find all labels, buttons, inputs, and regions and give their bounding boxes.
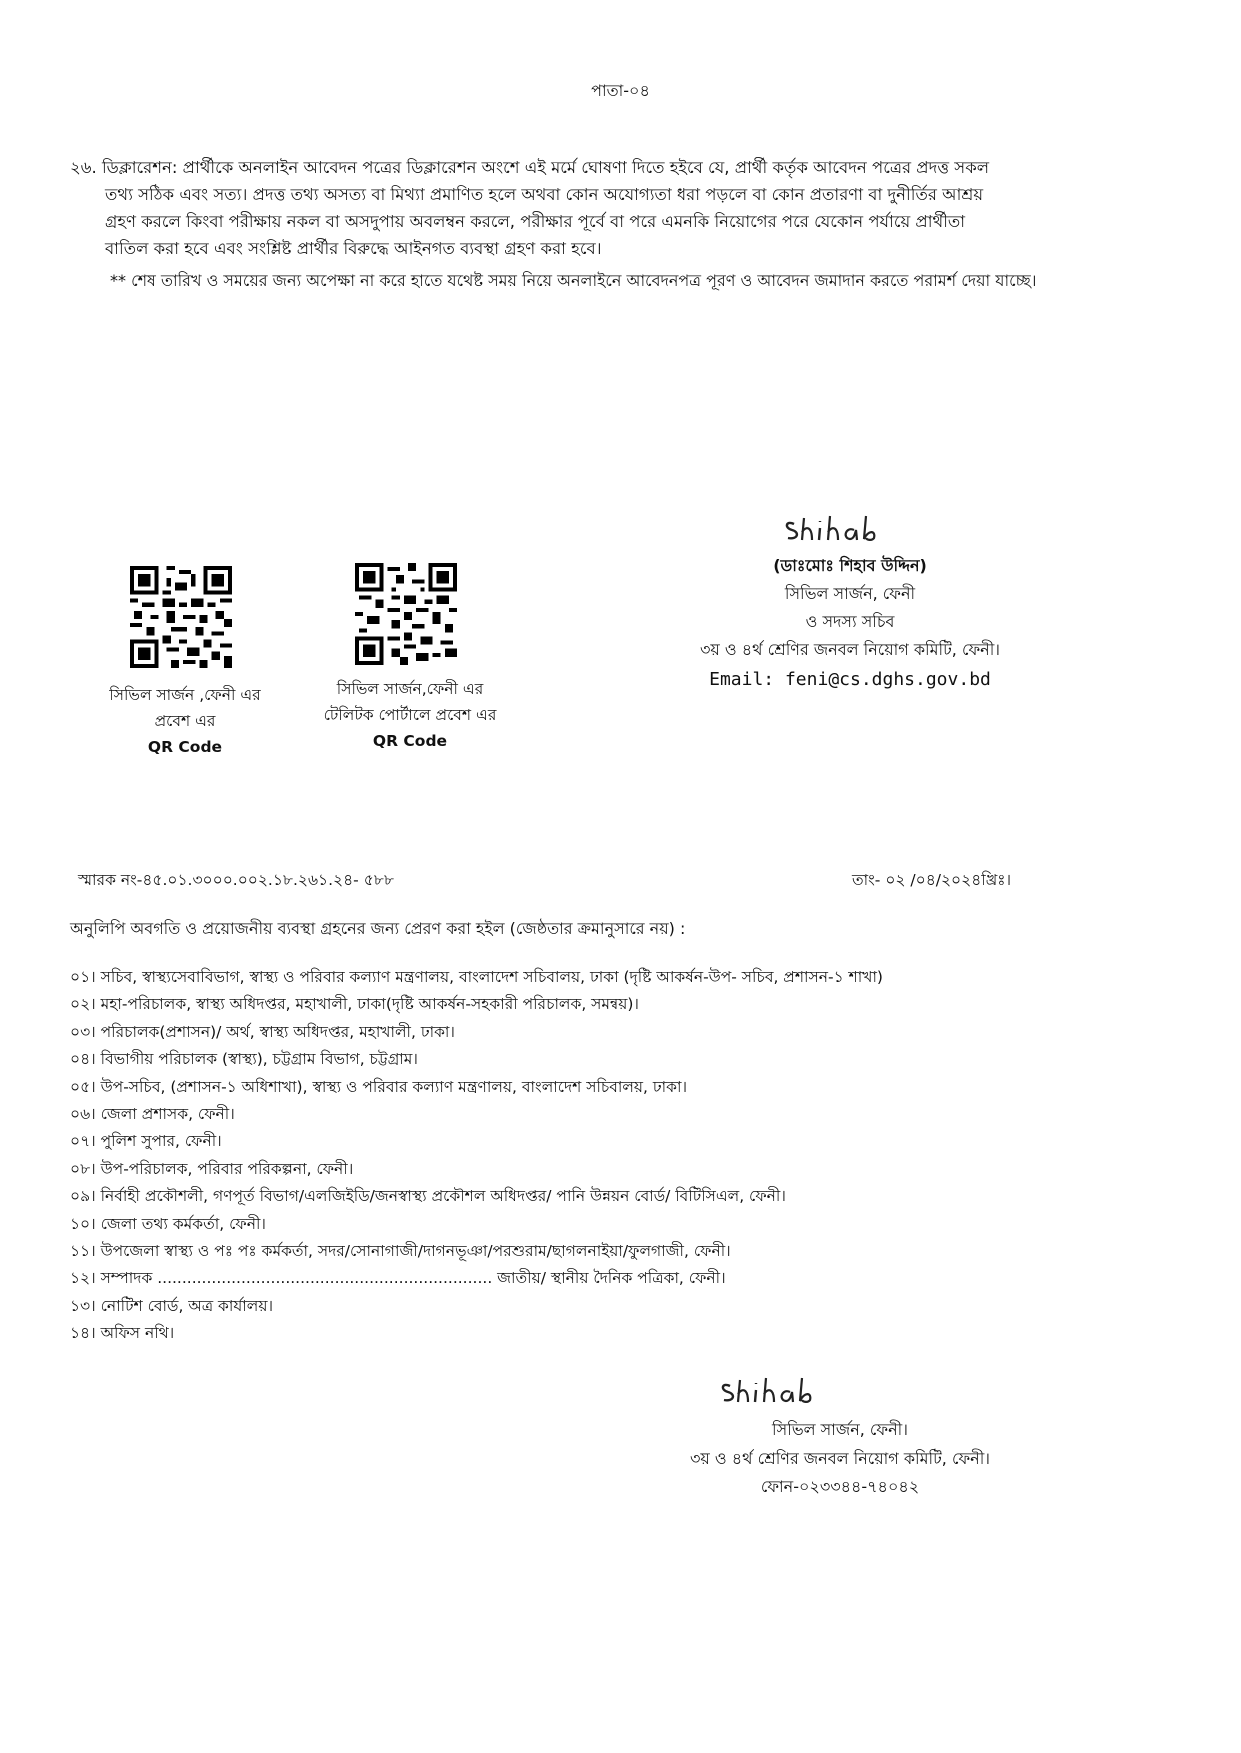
list-item: ১৪। অফিস নথি। [70,1324,175,1343]
signatory-title: সিভিল সার্জন, ফেনী। [772,1420,908,1439]
advice-note: ** শেষ তারিখ ও সময়ের জন্য অপেক্ষা না করে হাতে যথেষ্ট সময় নিয়ে অনলাইনে আবেদনপত্র পূরণ ও আবেদন জমাদান করতে পরামর্শ দেয়া যাচ্ছে। [110,271,1037,290]
qr-caption-line: সিভিল সার্জন,ফেনী এর [336,680,484,698]
signatory-email: Email: feni@cs.dghs.gov.bd [709,669,991,690]
list-item: ০১। সচিব, স্বাস্থ্যসেবাবিভাগ, স্বাস্থ্য ও পরিবার কল্যাণ মন্ত্রণালয়, বাংলাদেশ সচিবালয়, ঢাকা (দৃষ্টি আকর্ষন-উপ- সচিব, প্রশাসন-১ শাখা) [70,968,883,986]
list-item: ০৬। জেলা প্রশাসক, ফেনী। [70,1105,235,1124]
list-item: ০৪। বিভাগীয় পরিচালক (স্বাস্থ্য), চট্টগ্রাম বিভাগ, চট্টগ্রাম। [70,1050,418,1069]
list-item: ০২। মহা-পরিচালক, স্বাস্থ্য অধিদপ্তর, মহাখালী, ঢাকা(দৃষ্টি আকর্ষন-সহকারী পরিচালক, সমন্বয়)। [70,995,639,1014]
signatory-role: ও সদস্য সচিব [805,612,895,631]
copy-recipients-list [70,964,1170,1348]
declaration-line: গ্রহণ করলে কিংবা পরীক্ষায় নকল বা অসদুপায় অবলম্বন করলে, পরীক্ষার পূর্বে বা পরে এমনকি নিয়োগের পরে যেকোন পর্যায়ে প্রার্থীতা [105,212,966,231]
memo-date: তাং- ০২ /০৪/২০২৪খ্রিঃ। [852,871,1012,889]
signatory-committee: ৩য় ও ৪র্থ শ্রেণির জনবল নিয়োগ কমিটি, ফেনী। [690,1448,990,1468]
signatory-phone: ফোন-০২৩৩৪৪-৭৪০৪২ [760,1477,920,1496]
list-item: ০৮। উপ-পরিচালক, পরিবার পরিকল্পনা, ফেনী। [70,1159,354,1178]
list-item: ০৩। পরিচালক(প্রশাসন)/ অর্থ, স্বাস্থ্য অধিদপ্তর, মহাখালী, ঢাকা। [70,1022,455,1041]
qr-code-image[interactable] [130,566,232,668]
qr-caption-label: QR Code [372,732,448,750]
signatory-committee: ৩য় ও ৪র্থ শ্রেণির জনবল নিয়োগ কমিটি, ফেনী। [700,640,1000,659]
qr-caption-line: সিভিল সার্জন ,ফেনী এর [109,686,261,704]
signatory-title: সিভিল সার্জন, ফেনী [784,584,916,603]
list-item: ০৫। উপ-সচিব, (প্রশাসন-১ অধিশাখা), স্বাস্থ্য ও পরিবার কল্যাণ মন্ত্রণালয়, বাংলাদেশ সচিবালয়, ঢাকা। [70,1077,688,1096]
list-item: ০৭। পুলিশ সুপার, ফেনী। [70,1132,222,1151]
declaration-clause [70,154,1110,262]
signatory-block [640,552,1060,694]
qr-caption-line: প্রবেশ এর [154,712,216,730]
page-number: পাতা-০৪ [591,81,650,100]
signatory-name: (ডাঃমোঃ শিহাব উদ্দিন) [773,556,927,575]
declaration-line: তথ্য সঠিক এবং সত্য। প্রদত্ত তথ্য অসত্য বা মিথ্যা প্রমাণিত হলে অথবা কোন অযোগ্যতা ধরা পড়লে বা কোন প্রতারণা বা দুনীর্তির আশ্রয় [105,185,984,204]
declaration-line: ২৬. ডিক্লারেশন: প্রার্থীকে অনলাইন আবেদন পত্রের ডিক্লারেশন অংশে এই মর্মে ঘোষণা দিতে হইবে যে, প্রার্থী কর্তৃক আবেদন পত্রের প্রদত্ত সকল [70,158,990,177]
qr-code-image[interactable] [355,563,457,665]
qr-caption-label: QR Code [147,738,223,756]
qr-caption [70,682,300,760]
declaration-line: বাতিল করা হবে এবং সংশ্লিষ্ট প্রার্থীর বিরুদ্ধে আইনগত ব্যবস্থা গ্রহণ করা হবে। [105,239,602,258]
signature-image [716,1372,826,1412]
copy-intro: অনুলিপি অবগতি ও প্রয়োজনীয় ব্যবস্থা গ্রহনের জন্য প্রেরণ করা হইল (জেষ্ঠতার ক্রমানুসারে নয়) : [70,919,686,938]
list-item: ১০। জেলা তথ্য কর্মকর্তা, ফেনী। [70,1214,266,1233]
signature-image [780,510,890,550]
qr-caption-line: টেলিটক পোর্টালে প্রবেশ এর [323,706,497,724]
list-item: ১২। সম্পাদক .................................................................... জাতীয়/ স্থানীয় দৈনিক পত্রিকা, ফেনী। [70,1269,726,1288]
qr-caption [290,676,530,754]
signatory-block [630,1416,1050,1502]
list-item: ১৩। নোটিশ বোর্ড, অত্র কার্যালয়। [70,1296,274,1315]
memo-number: স্মারক নং-৪৫.০১.৩০০০.০০২.১৮.২৬১.২৪- ৫৮৮ [78,871,394,889]
list-item: ০৯। নির্বাহী প্রকৌশলী, গণপূর্ত বিভাগ/এলজিইডি/জনস্বাস্থ্য প্রকৌশল অধিদপ্তর/ পানি উন্নয়ন বোর্ড/ বিটিসিএল, ফেনী। [70,1187,786,1206]
list-item: ১১। উপজেলা স্বাস্থ্য ও পঃ পঃ কর্মকর্তা, সদর/সোনাগাজী/দাগনভূঞা/পরশুরাম/ছাগলনাইয়া/ফুলগাজী, ফেনী। [70,1242,731,1261]
